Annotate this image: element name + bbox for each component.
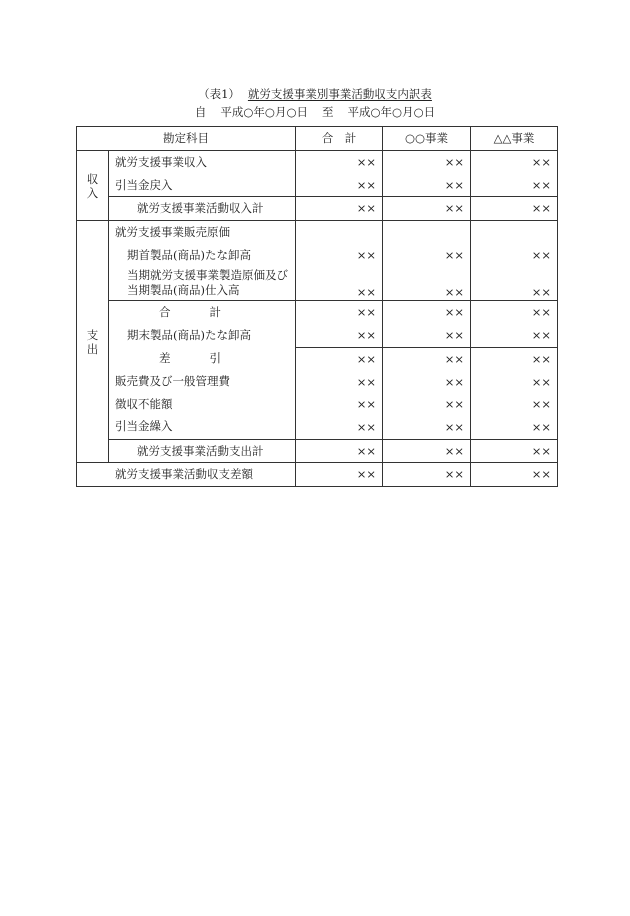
expense-sum-col1-values [383, 301, 471, 347]
income-total-values [296, 151, 383, 197]
header-col2: △△事業 [471, 127, 558, 151]
value-cell [296, 463, 383, 487]
expense-cost-row [77, 221, 558, 301]
period-to-date: 平成○年○月○日 [347, 105, 436, 119]
manufacture-label-2: 当期製品(商品)仕入高 [127, 283, 240, 298]
diff-label-a: 差 [159, 351, 171, 366]
header-item: 勘定科目 [77, 127, 296, 151]
expense-cost-col1-values [383, 221, 471, 301]
value-cell: ×× [444, 285, 464, 300]
manufacture-label-1: 当期就労支援事業製造原価及び [127, 268, 288, 283]
income-subtotal-label [109, 197, 296, 221]
value-cell-text: ×× [444, 201, 464, 216]
table-number: （表1） [198, 87, 240, 101]
value-cell: ×× [444, 397, 464, 412]
value-cell: ×× [356, 328, 376, 343]
value-cell-text: ×× [356, 467, 376, 482]
value-cell [471, 197, 558, 221]
value-cell: ×× [444, 328, 464, 343]
income-label-char-1: 収 [86, 171, 99, 186]
expense-sum-labels [109, 301, 296, 347]
expense-diff-col2-values [471, 347, 558, 439]
income-col2-values [471, 151, 558, 197]
value-cell: ×× [531, 155, 551, 169]
sum-label [109, 301, 295, 324]
value-cell: ×× [356, 351, 376, 366]
expense-label-char-2: 出 [86, 341, 99, 356]
expense-cost-total-values [296, 221, 383, 301]
value-cell [296, 439, 383, 463]
value-cell: ×× [444, 305, 464, 320]
income-expense-table [76, 126, 558, 487]
table-header-row [77, 127, 558, 151]
period-to-label: 至 [322, 105, 334, 119]
value-cell: ×× [444, 177, 464, 192]
value-cell-text: ×× [356, 201, 376, 216]
list-item: 就労支援事業収入 [115, 155, 207, 169]
period-line [0, 104, 630, 120]
value-cell: ×× [531, 419, 551, 434]
value-cell: ×× [444, 351, 464, 366]
value-cell: ×× [531, 305, 551, 320]
value-cell: ×× [531, 351, 551, 366]
value-cell: ×× [531, 247, 551, 262]
list-item: 徴収不能額 [115, 396, 173, 411]
value-cell-text: ×× [444, 443, 464, 458]
value-cell: ×× [356, 155, 376, 169]
balance-label [77, 463, 296, 487]
value-cell: ×× [356, 177, 376, 192]
period-from-label: 自 [194, 105, 207, 119]
expense-cost-labels [109, 221, 296, 301]
income-section-label [77, 151, 109, 221]
income-label-char-2: 入 [86, 185, 99, 200]
expense-diff-col1-values [383, 347, 471, 439]
income-labels [109, 151, 296, 197]
balance-row [77, 463, 558, 487]
expense-subtotal-label [109, 439, 296, 463]
list-item: 期首製品(商品)たな卸高 [127, 247, 251, 262]
expense-diff-row [77, 347, 558, 439]
expense-section-label [77, 221, 109, 463]
income-col1-values [383, 151, 471, 197]
expense-diff-total-values [296, 347, 383, 439]
list-item: 販売費及び一般管理費 [115, 374, 230, 388]
value-cell: ×× [531, 285, 551, 300]
expense-cost-col2-values [471, 221, 558, 301]
value-cell [296, 197, 383, 221]
expense-sum-col2-values [471, 301, 558, 347]
sum-label-b: 計 [209, 305, 221, 320]
value-cell: ×× [356, 419, 376, 434]
expense-label-char-1: 支 [86, 327, 99, 342]
expense-sum-total-values [296, 301, 383, 347]
value-cell-text: ×× [531, 443, 551, 458]
cost-header: 就労支援事業販売原価 [115, 225, 230, 240]
value-cell-text: ×× [444, 467, 464, 482]
value-cell [383, 197, 471, 221]
value-cell: ×× [531, 177, 551, 192]
table-title-text: 就労支援事業別事業活動収支内訳表 [247, 87, 432, 101]
value-cell: ×× [531, 374, 551, 389]
list-item: 期末製品(商品)たな卸高 [127, 328, 251, 343]
value-cell-text: ×× [356, 443, 376, 458]
expense-sum-row [77, 301, 558, 347]
value-cell [471, 439, 558, 463]
value-cell: ×× [444, 374, 464, 389]
value-cell [383, 439, 471, 463]
list-item: 引当金戻入 [115, 177, 173, 192]
value-cell-text: ×× [531, 467, 551, 482]
expense-diff-labels [109, 347, 296, 439]
list-item: 引当金繰入 [115, 419, 173, 434]
value-cell [471, 463, 558, 487]
diff-label-b: 引 [209, 351, 221, 366]
value-cell: ×× [356, 374, 376, 389]
balance-label-text: 就労支援事業活動収支差額 [115, 467, 253, 482]
value-cell: ×× [444, 247, 464, 262]
value-cell: ×× [356, 305, 376, 320]
header-col1: ○○事業 [383, 127, 471, 151]
expense-subtotal-row [77, 439, 558, 463]
header-total: 合 計 [296, 127, 383, 151]
expense-subtotal-text: 就労支援事業活動支出計 [137, 443, 264, 458]
value-cell-text: ×× [531, 201, 551, 216]
value-cell: ×× [444, 155, 464, 169]
diff-label [109, 347, 295, 370]
sum-label-a: 合 [159, 305, 171, 320]
value-cell: ×× [531, 328, 551, 343]
table-title [0, 86, 630, 102]
income-detail-row [77, 151, 558, 197]
value-cell [383, 463, 471, 487]
income-subtotal-text: 就労支援事業活動収入計 [137, 201, 264, 216]
period-from-date: 平成○年○月○日 [220, 105, 308, 119]
income-subtotal-row [77, 197, 558, 221]
value-cell: ×× [531, 397, 551, 412]
list-item [109, 266, 295, 300]
value-cell: ×× [356, 397, 376, 412]
value-cell: ×× [356, 285, 376, 300]
value-cell: ×× [356, 247, 376, 262]
value-cell: ×× [444, 419, 464, 434]
